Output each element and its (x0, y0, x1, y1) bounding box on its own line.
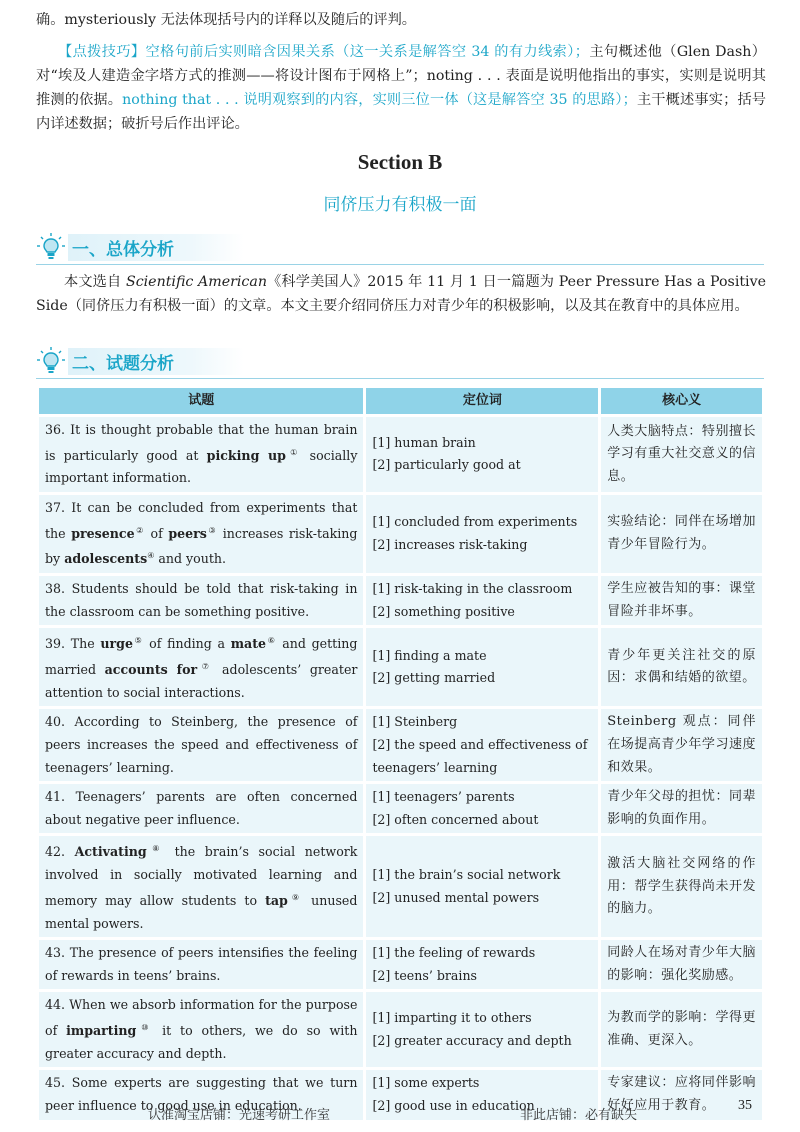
question-text: 39. The (45, 636, 101, 652)
core-meaning-cell: 专家建议：应将同伴影响好好应用于教育。 (601, 1070, 762, 1119)
keywords-cell (366, 576, 598, 625)
page-number: 35 (738, 1098, 752, 1113)
keyword-1: [1] Steinberg (372, 714, 458, 730)
keyword-2: [2] good use in education (372, 1097, 535, 1113)
keyword-1: [1] the brain’s social network (372, 867, 561, 883)
question-text: socially important information. (45, 447, 358, 486)
keywords-cell (366, 784, 598, 833)
question-text: 36. It is thought probable that the human brain is particularly good at (45, 422, 358, 463)
question-cell (39, 417, 363, 492)
keywords-cell (366, 836, 598, 937)
core-meaning-cell: 同龄人在场对青少年大脑的影响：强化奖励感。 (601, 940, 762, 989)
keyword-1: [1] teenagers’ parents (372, 789, 515, 805)
header-core-meaning: 核心义 (601, 388, 762, 414)
table-row (39, 628, 762, 706)
keywords-cell (366, 940, 598, 989)
keywords-cell (366, 628, 598, 706)
question-cell (39, 836, 363, 937)
question-cell (39, 628, 363, 706)
bold-keyword: tap (265, 893, 288, 908)
question-cell (39, 495, 363, 573)
bold-keyword: presence (71, 525, 135, 541)
question-text: 44. When we absorb information for the purpose of (45, 997, 358, 1039)
question-cell (39, 992, 363, 1067)
keyword-2: [2] particularly good at (372, 457, 521, 473)
core-meaning-cell: 青少年更关注社交的原因：求偶和结婚的欲望。 (601, 628, 762, 706)
tip-text2: 主干概述事实；括号内详述数据；破折号后作出评论。 (36, 92, 766, 132)
part2-heading: 二、试题分析 (68, 348, 244, 375)
question-text: 37. It can be concluded from experiments that the (45, 499, 358, 541)
keyword-1: [1] finding a mate (372, 647, 487, 663)
footnote-marker: ⑦ (197, 662, 214, 672)
bold-keyword: adolescents (64, 551, 148, 567)
core-meaning-cell: 青少年父母的担忧：同辈影响的负面作用。 (601, 784, 762, 833)
question-text: adolescents’ greater attention to social interactions. (45, 662, 358, 700)
footnote-marker: ① (285, 447, 302, 457)
table-row (39, 417, 762, 492)
question-cell (39, 709, 363, 781)
table-row (39, 784, 762, 833)
table-row (39, 495, 762, 573)
keyword-2: [2] getting married (372, 670, 496, 686)
core-meaning-cell: Steinberg 观点：同伴在场提高青少年学习速度和效果。 (601, 709, 762, 781)
keyword-2: [2] often concerned about (372, 811, 539, 827)
part1-heading-bar (36, 232, 764, 265)
tip-text1: 主句概述他（Glen Dash）对“埃及人建造金字塔方式的推测——将设计图布于网格上”；noting . . . 表面是说明他指出的事实，实则是说明其推测的依据。 (36, 44, 766, 108)
keywords-cell (366, 417, 598, 492)
question-cell (39, 940, 363, 989)
question-table (36, 385, 765, 1123)
part1-body-rest: 《科学美国人》2015 年 11 月 1 日一篇题为 Peer Pressure Has a Positive Side（同侪压力有积极一面）的文章。本文主要介绍同侪压力对青少年的积极影响，以及其在教育中的具体应用。 (36, 274, 767, 314)
core-meaning-cell: 人类大脑特点：特别擅长学习有重大社交意义的信息。 (601, 417, 762, 492)
keyword-1: [1] concluded from experiments (372, 514, 578, 530)
tip-label: 【点拨技巧】空格句前后实则暗含因果关系（这一关系是解答空 34 的有力线索）； (58, 44, 589, 60)
question-text: and getting married (45, 636, 358, 678)
table-row (39, 940, 762, 989)
intro-line1: 确。mysteriously 无法体现括号内的详释以及随后的评判。 (36, 12, 416, 28)
keywords-cell (366, 992, 598, 1067)
keyword-1: [1] some experts (372, 1075, 480, 1091)
bold-keyword: picking up (206, 447, 286, 463)
question-cell (39, 576, 363, 625)
footnote-marker: ⑤ (132, 636, 144, 646)
tip-cyan2: nothing that . . . 说明观察到的内容，实则三位一体（这是解答空 35 的思路）； (122, 92, 637, 108)
question-text: 40. According to Steinberg, the presence of peers increases the speed and effectiveness of teenagers’ learning. (45, 714, 358, 775)
keyword-1: [1] the feeling of rewards (372, 945, 536, 961)
part1-body (36, 270, 766, 318)
keyword-2: [2] the speed and effectiveness of teenagers’ learning (372, 737, 588, 775)
table-body (39, 417, 762, 1120)
section-title: Section B (357, 150, 443, 174)
table-row (39, 992, 762, 1067)
footnote-marker: ④ (147, 551, 155, 561)
question-text: 45. Some experts are suggesting that we turn peer influence to good use in education. (45, 1075, 358, 1113)
footnote-marker: ⑩ (136, 1022, 154, 1032)
question-text: increases risk-taking by (45, 525, 358, 567)
part2-heading-bar (36, 346, 764, 379)
lightbulb-icon (36, 346, 66, 376)
keyword-2: [2] unused mental powers (372, 889, 540, 905)
header-keywords: 定位词 (366, 388, 598, 414)
core-meaning-cell: 学生应被告知的事：课堂冒险并非坏事。 (601, 576, 762, 625)
bold-keyword: Activating (74, 844, 147, 860)
table-row (39, 709, 762, 781)
question-text: 38. Students should be told that risk-taking in the classroom can be something positive. (45, 581, 358, 619)
part1-heading: 一、总体分析 (68, 234, 244, 261)
footnote-marker: ⑨ (287, 892, 304, 902)
question-text: it to others, we do so with greater accuracy and depth. (45, 1023, 358, 1061)
keyword-1: [1] risk-taking in the classroom (372, 581, 573, 597)
tip-paragraph (36, 40, 766, 136)
core-meaning-cell: 激活大脑社交网络的作用：帮学生获得尚未开发的脑力。 (601, 836, 762, 937)
section-subtitle: 同侪压力有积极一面 (323, 195, 477, 215)
bold-keyword: accounts for (104, 662, 198, 678)
table-header-row (39, 388, 762, 414)
keyword-2: [2] teens’ brains (372, 967, 478, 983)
question-text: 41. Teenagers’ parents are often concerned about negative peer influence. (45, 789, 358, 827)
question-cell (39, 784, 363, 833)
keyword-2: [2] greater accuracy and depth (372, 1032, 572, 1048)
core-meaning-cell: 实验结论：同伴在场增加青少年冒险行为。 (601, 495, 762, 573)
intro-line (36, 8, 766, 32)
bold-keyword: urge (100, 636, 133, 652)
footnote-marker: ⑧ (146, 844, 166, 854)
question-text: and youth. (154, 551, 227, 567)
keyword-2: [2] something positive (372, 603, 515, 619)
header-question: 试题 (39, 388, 363, 414)
lightbulb-icon (36, 232, 66, 262)
question-text: the brain’s social network involved in socially motivated learning and memory may allow students to (45, 844, 358, 908)
footnote-marker: ② (134, 525, 145, 535)
table-row (39, 576, 762, 625)
footer-left: 认准淘宝店铺：光速考研工作室 (148, 1108, 331, 1123)
keywords-cell (366, 495, 598, 573)
part1-body-italic: Scientific American (125, 274, 267, 290)
keyword-1: [1] imparting it to others (372, 1010, 532, 1026)
footnote-marker: ⑥ (266, 636, 277, 646)
keywords-cell (366, 709, 598, 781)
table-row (39, 836, 762, 937)
core-meaning-cell: 为教而学的影响：学得更准确、更深入。 (601, 992, 762, 1067)
part1-body-prefix: 本文选自 (64, 274, 126, 290)
bold-keyword: mate (230, 636, 267, 652)
question-text: of (144, 525, 169, 541)
bold-keyword: peers (168, 525, 207, 541)
question-text: unused mental powers. (45, 893, 358, 931)
bold-keyword: imparting (66, 1023, 137, 1039)
keyword-2: [2] increases risk-taking (372, 537, 528, 553)
question-text: of finding a (143, 636, 231, 652)
question-text: 43. The presence of peers intensifies the feeling of rewards in teens’ brains. (45, 945, 358, 983)
question-text: 42. (45, 844, 75, 860)
keyword-1: [1] human brain (372, 434, 476, 450)
footnote-marker: ③ (206, 525, 218, 535)
footer-right: 非此店铺：必有缺失 (520, 1108, 638, 1123)
